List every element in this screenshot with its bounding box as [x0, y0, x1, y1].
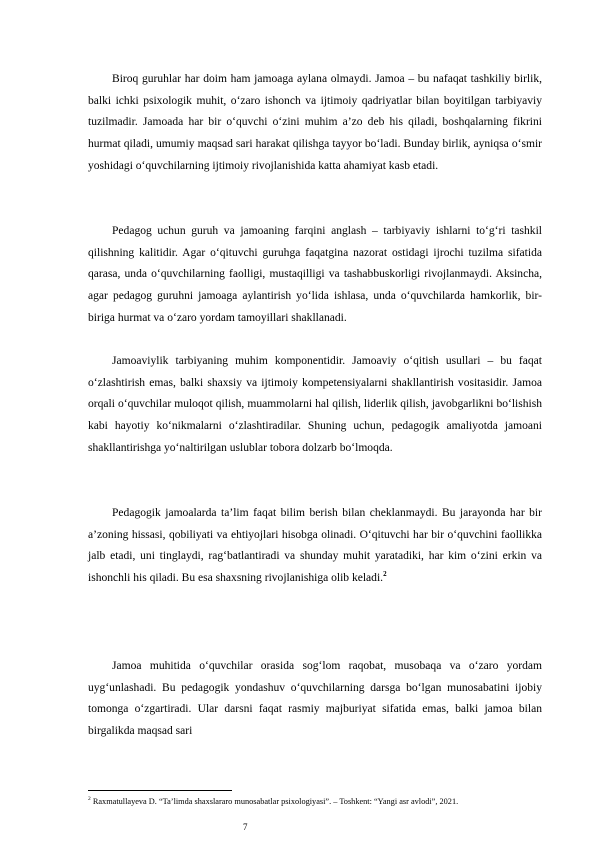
paragraph-5: Jamoa muhitida o‘quvchilar orasida sog‘lom raqobat, musobaqa va o‘zaro yordam uyg‘unlashadi. Bu pedagogik yondashuv o‘quvchilarning darsga bo‘lgan munosabatini ijobiy tomonga o‘zgartiradi. Ular darsni faqat rasmiy majburiyat sifatida emas, balki jamoa bilan birgalikda maqsad sari	[88, 660, 542, 738]
paragraph-4	[88, 503, 542, 590]
page-number: 7	[243, 822, 248, 832]
footnote-reference[interactable]: 2	[383, 570, 387, 579]
paragraph-1: Biroq guruhlar har doim ham jamoaga aylana olmaydi. Jamoa – bu nafaqat tashkiliy birlik, balki ichki psixologik muhit, o‘zaro ishonch va ijtimoiy qadriyatlar bilan boyitilgan tarbiyaviy tuzilmadir. Jamoada har bir o‘quvchi o‘zini muhim a’zo deb his qiladi, boshqalarning fikrini hurmat qiladi, umumiy maqsad sari harakat qilishga tayyor bo‘ladi. Bunday birlik, ayniqsa o‘smir yoshidagi o‘quvchilarning ijtimoiy rivojlanishida katta ahamiyat kasb etadi.	[88, 73, 542, 172]
paragraph-2: Pedagog uchun guruh va jamoaning farqini anglash – tarbiyaviy ishlarni to‘g‘ri tashkil qilishning kalitidir. Agar o‘qituvchi guruhga faqatgina nazorat ostidagi ijrochi tuzilma sifatida qarasa, unda o‘quvchilarning faolligi, mustaqilligi va tashabbuskorligi rivojlanmaydi. Aksincha, agar pedagog guruhni jamoaga aylantirish yo‘lida ishlasa, unda o‘quvchilarda hamkorlik, bir-biriga hurmat va o‘zaro yordam tamoyillari shakllanadi.	[88, 225, 542, 324]
footnote-separator	[88, 790, 232, 791]
footnote-text: Raxmatullayeva D. “Ta’limda shaxslararo munosabatlar psixologiyasi”. – Toshkent: “Yangi asr avlodi”, 2021.	[90, 797, 459, 806]
footnote	[88, 796, 528, 808]
paragraph-4-text: Pedagogik jamoalarda ta’lim faqat bilim berish bilan cheklanmaydi. Bu jarayonda har bir a’zoning hissasi, qobiliyati va ehtiyojlari hisobga olinadi. O‘qituvchi har bir o‘quvchini faollikka jalb etadi, uni tinglaydi, rag‘batlantiradi va shunday muhit yaratadiki, har kim o‘zini erkin va ishonchli his qiladi. Bu esa shaxsning rivojlanishiga olib keladi.	[88, 507, 542, 585]
paragraph-3: Jamoaviylik tarbiyaning muhim komponentidir. Jamoaviy o‘qitish usullari – bu faqat o‘zlashtirish emas, balki shaxsiy va ijtimoiy kompetensiyalarni shakllantirish vositasidir. Jamoa orqali o‘quvchilar muloqot qilish, muammolarni hal qilish, liderlik qilish, javobgarlikni bo‘lishish kabi hayotiy ko‘nikmalarni o‘zlashtiradilar. Shuning uchun, pedagogik amaliyotda jamoani shakllantirishga yo‘naltirilgan uslublar tobora dolzarb bo‘lmoqda.	[88, 355, 542, 454]
footnote-marker: 2	[88, 796, 91, 803]
